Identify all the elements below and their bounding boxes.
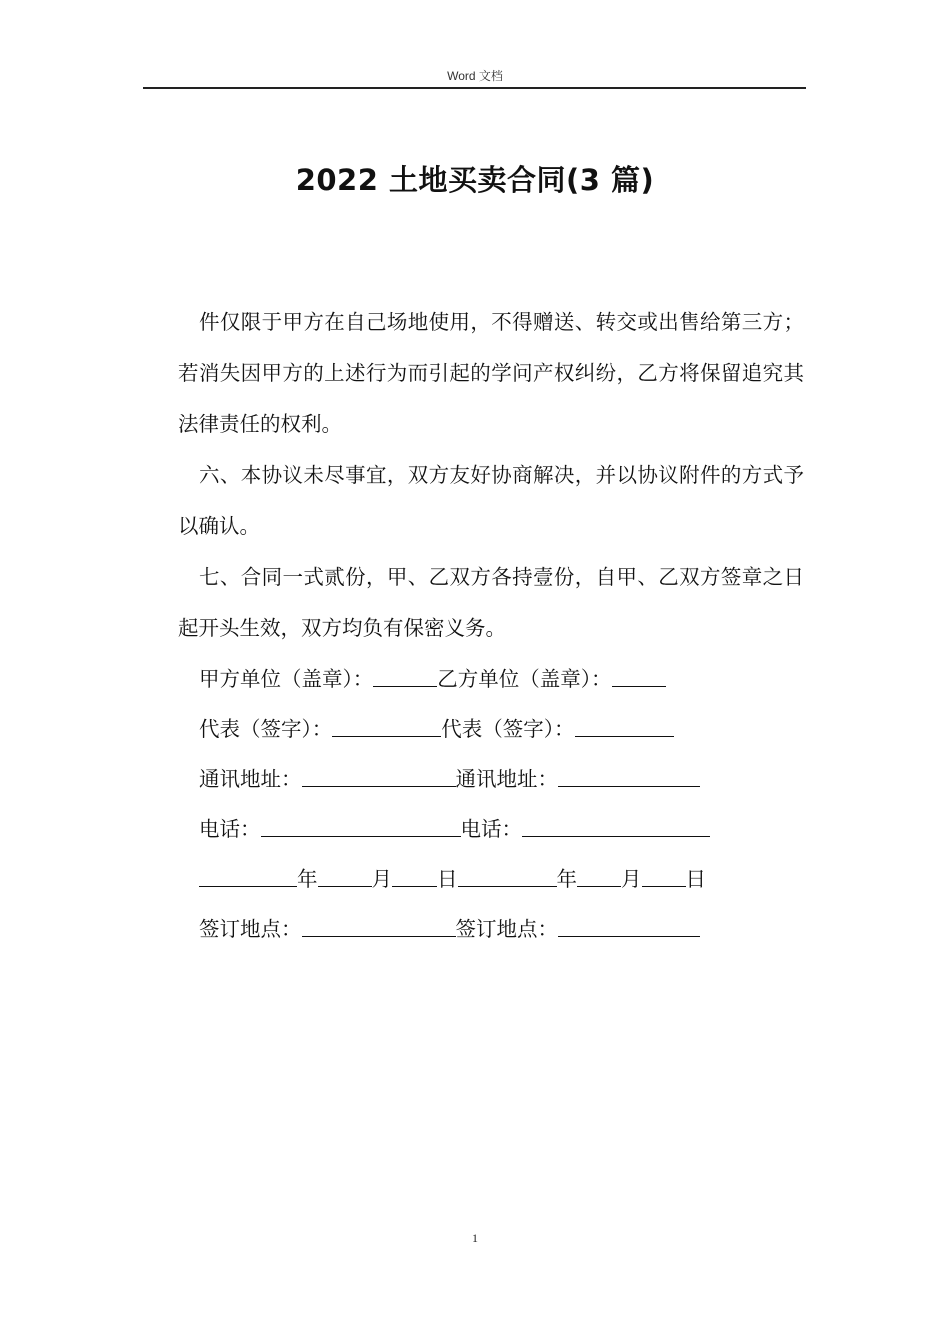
page-header-text: Word 文档 bbox=[447, 69, 503, 83]
address-a-label: 通讯地址： bbox=[199, 767, 302, 791]
place-a-label: 签订地点： bbox=[199, 917, 302, 941]
phone-a-blank[interactable] bbox=[261, 818, 461, 837]
party-a-unit-blank[interactable] bbox=[373, 668, 437, 687]
document-title: 2022 土地买卖合同(3 篇) bbox=[295, 163, 655, 197]
paragraph-ip-clause: 件仅限于甲方在自己场地使用，不得赠送、转交或出售给第三方；若消失因甲方的上述行为而引起的学问产权纠纷，乙方将保留追究其法律责任的权利。 bbox=[178, 310, 804, 436]
party-a-unit-label: 甲方单位（盖章）： bbox=[199, 667, 374, 691]
form-row-date bbox=[178, 854, 804, 904]
rep-b-blank[interactable] bbox=[575, 718, 674, 737]
document-body bbox=[178, 297, 804, 954]
party-b-unit-label: 乙方单位（盖章）： bbox=[437, 667, 612, 691]
phone-b-blank[interactable] bbox=[522, 818, 710, 837]
month-a-blank[interactable] bbox=[318, 868, 372, 887]
form-row-phone bbox=[178, 804, 804, 854]
paragraph-clause-seven: 七、合同一式贰份，甲、乙双方各持壹份，自甲、乙双方签章之日起开头生效，双方均负有保密义务。 bbox=[178, 565, 804, 640]
day-b-label: 日 bbox=[685, 867, 706, 891]
phone-b-label: 电话： bbox=[460, 817, 522, 841]
header-rule bbox=[143, 87, 806, 89]
day-a-label: 日 bbox=[437, 867, 458, 891]
year-b-blank[interactable] bbox=[458, 868, 557, 887]
address-b-blank[interactable] bbox=[558, 768, 700, 787]
year-a-blank[interactable] bbox=[199, 868, 297, 887]
form-row-signing-place bbox=[178, 904, 804, 954]
year-b-label: 年 bbox=[556, 867, 577, 891]
place-a-blank[interactable] bbox=[302, 918, 456, 937]
day-a-blank[interactable] bbox=[392, 868, 437, 887]
place-b-label: 签订地点： bbox=[455, 917, 558, 941]
rep-b-label: 代表（签字）： bbox=[441, 717, 575, 741]
party-b-unit-blank[interactable] bbox=[612, 668, 666, 687]
paragraph-clause-six: 六、本协议未尽事宜，双方友好协商解决，并以协议附件的方式予以确认。 bbox=[178, 463, 804, 538]
phone-a-label: 电话： bbox=[199, 817, 261, 841]
place-b-blank[interactable] bbox=[558, 918, 700, 937]
address-b-label: 通讯地址： bbox=[455, 767, 558, 791]
rep-a-label: 代表（签字）： bbox=[199, 717, 333, 741]
rep-a-blank[interactable] bbox=[332, 718, 441, 737]
address-a-blank[interactable] bbox=[302, 768, 456, 787]
form-row-representative bbox=[178, 704, 804, 754]
year-a-label: 年 bbox=[297, 867, 318, 891]
day-b-blank[interactable] bbox=[642, 868, 686, 887]
form-row-unit bbox=[178, 654, 804, 704]
month-b-blank[interactable] bbox=[577, 868, 621, 887]
month-a-label: 月 bbox=[371, 867, 392, 891]
form-row-address bbox=[178, 754, 804, 804]
page-number: 1 bbox=[472, 1231, 478, 1245]
month-b-label: 月 bbox=[621, 867, 642, 891]
